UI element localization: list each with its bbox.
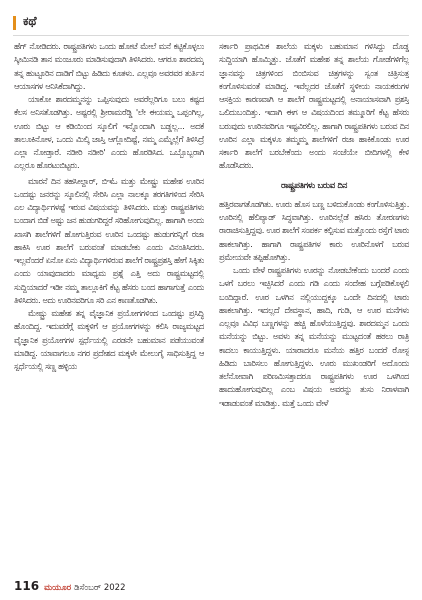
- paragraph: ಹೆಗ್ ನೋಡಿದರು. ರಾಷ್ಟ್ರಪತಿಗಳು ಒಂದು ಹೋಟೆ ಮೇಲೆ ಮನೆ ಕಟ್ಟಿಕೊಳ್ಳಲು ಸ್ಕೀಮಿನಡಿ ತಾನ ಮಂಜೂರು ಮಾಡಿಸುವುದಾಗಿ ತಿಳಿಸಿದರು. ಆಗರೂ ಶಾರದಮ್ಮ ತನ್ನ ಹುಟ್ಟೂರಿನ ದಾಡಿಗೆ ಬಿಟ್ಟು ಹಿಡಿದು ಕೂತಳು. ಎಲ್ಲವೂ ಅವರವರ ತುರ್ತಿನ ಆಯಾಸಗಳ ಆನಿಸಿಕೆದಾಗಿದ್ದು.: [14, 41, 204, 91]
- right-column: [219, 40, 409, 572]
- section-header: [13, 13, 409, 35]
- left-column: [14, 40, 204, 572]
- paragraph: ಮಾರನೆ ದಿನ ತಹಸೀಲ್ದಾರ್, ಬಿಇಓ ಮತ್ತು ಮೇಷ್ಟ್ರು ಮಹೇಶ ಊರಿನ ಒಂದಷ್ಟು ಜನರನ್ನು ಸ್ಕೂಲಿನಲ್ಲಿ ಸೇರಿಸಿ ಎಲ್ಲಾ ನಾಲಕ್ಕೂ ತರಗತಿಗಳಿಂದ ಸೇರಿಸಿ ಎಲ ವಿದ್ಯಾರ್ಥಿಗಳಷ್ಟೆ ಇರುವ ವಿಷಯವನ್ನು ತಿಳಿಸಿದರು. ಮತ್ತು ರಾಷ್ಟ್ರಪತಿಗಳು ಬಂದಾಗ ಬಿಡೆ ಅಷ್ಟು ಜನ ಹುಡುಗರಿದ್ದರೆ ಸರಿಹೋಗುವುದಿಲ್ಲ. ಹಾಗಾಗಿ ಅಂದು ಖಾಸಗಿ ಶಾಲೆಗಳಿಗೆ ಹೋಗುತ್ತಿರುವ ಊರಿನ ಒಂದಷ್ಟು ಹುಡುಗರನ್ನಿಗೆ ರಜಾ ಹಾಕಿಸಿ ಊರ ಶಾಲೆಗೆ ಬರುವಂತೆ ಮಾಡಬೇಕು ಎಂದು ವಿನಂತಿಸಿದರು. ಇಲ್ಲವೆಂದರೆ ಏನೋ ಏನು ವಿದ್ಯಾರ್ಥಿಗಳಿರುವ ಶಾಲೆಗೆ ರಾಷ್ಟ್ರಪ್ರಶಸ್ತಿ ಹೇಗೆ ಸಿಕ್ಕಿತು ಎಂದು ಯಾವುದಾದರು ಮಾಧ್ಯಮ ಪ್ರಶ್ನೆ ಎತ್ತಿ ಅದು ರಾಷ್ಟ್ರಮಟ್ಟದಲ್ಲಿ ಸುದ್ದಿಯಾದರೆ ಇಡೀ ನಮ್ಮ ತಾಲ್ಲೂಕಿಗೆ ಕೆಟ್ಟ ಹೆಸರು ಬಂದ ಹಾಗಾಗುತ್ತೆ ಎಂದು ತಿಳಿಸಿದರು. ಅದು ಊರಿನವರಿಗೂ ಸರಿ ಎನ ಕಾಣತೊಡಗಿತು.: [14, 175, 204, 305]
- paragraph: ಯಾಕೋ ಶಾರದಮ್ಮನನ್ನು ಒಪ್ಪಿಸುವುದು ಅವರೆಲ್ಲರಿಗೂ ಬಲು ಕಷ್ಟದ ಕೆಲಸ ಅನಿಸತೊಡಗಿತ್ತು. ಅಷ್ಟರಲ್ಲಿ ಶ್ರೀರಾಮರೆಡ್ಡಿ 'ಲೇ ಈಯಮ್ಮ ಒಪ್ಪಂಗಿಲ್ಲ, ಊರು ಬಿಟ್ಟು ಆ ಕಡಿಯಿಂದ ಸ್ಕೂಲಿಗೆ ಇನ್ನೊಂದಾಗಿ ಬಡ್ಡಲ್ಲ... ಅದಕೆ ತಾಲೂಕಿನೋಳ, ಒಂದು ಮಿಲ್ಕಿ ಜಾಸ್ತಿ ಆಗ್ಲೋದಿಷ್ಟೆ, ನಮ್ಮ ಎಮ್ಮೆಲ್ಲೆಗೆ ತಿಳಿಸಿದ್ರೆ ಎಲ್ಲಾ ನೋಡ್ತಾರೆ. ನಡೀರಿ ನಡೀರಿ' ಎಂದು ಹೊರಡಿಸಿದ. ಒಬ್ಬೊಬ್ಬರಾಗಿ ಎಲ್ಲರೂ ಹೊರಟುಬಿಟ್ಟರು.: [14, 94, 204, 171]
- section-title: ಕಥೆ: [23, 14, 37, 28]
- subheading: ರಾಷ್ಟ್ರಪತಿಗಳು ಬರುವ ದಿನ: [280, 180, 347, 191]
- paragraph: ಹತ್ತಿರವಾಗತೊಡಗಿತು. ಊರು ಹೊಸ ಬಣ್ಣ ಬಳಿದುಕೊಂಡು ಕಂಗೊಳಿಸುತ್ತಿತ್ತು. ಊರಿನಲ್ಲಿ ಹೆಲಿಪ್ಯಾಡ್ ಸಿದ್ಧವಾಗಿತ್ತು. ಊರಿನಲ್ಲೆಡೆ ಹಸಿರು ತೋರಣಗಳು ರಾರಾಜಿಸುತ್ತಿದ್ದವು. ಊರ ಶಾಲೆಗೆ ಸಂಪರ್ಕ ಕಲ್ಪಿಸುವ ಮತ್ತೊಂದು ರಸ್ತೆಗೆ ಟಾರು ಹಾಕಲಾಗಿತ್ತು. ಹಾಗಾಗಿ ರಾಷ್ಟ್ರಪತಿಗಳ ಕಾರು ಊರಿನೊಳಗೆ ಬರುವ ಪ್ರಮೇಯವೇ ತಪ್ಪಿಹೋಗಿತ್ತು.: [219, 198, 409, 262]
- paragraph: ಮೇಷ್ಟ್ರು ಮಹೇಶ ತನ್ನ ವೈಜ್ಞಾನಿಕ ಪ್ರಯೋಗಗಳಿಂದ ಒಂದಷ್ಟು ಪ್ರಸಿದ್ಧಿ ಹೊಂದಿದ್ದ. ಇದುವರೆಗ್ಗೆ ಮಕ್ಕಳಿಗೆ ಆ ಪ್ರಯೋಗಗಳನ್ನು ಕಲಿಸಿ ರಾಜ್ಯಮಟ್ಟದ ವೈಜ್ಞಾನಿಕ ಪ್ರಯೋಗಗಳ ಸ್ಪರ್ಧೆಯಲ್ಲಿ ಎರಡನೇ ಬಹುಮಾನ ಪಡೆಯುವಂತೆ ಮಾಡಿದ್ದ. ಯಾವಾಗಲೂ ನಗರ ಪ್ರದೇಶದ ಮಕ್ಕಳೇ ಮೇಲುಗೈ ಸಾಧಿಸುತ್ತಿದ್ದ ಆ ಸ್ಪರ್ಧೆಯಲ್ಲಿ ಸಣ್ಣ ಹಳ್ಳಿಯ: [14, 308, 204, 371]
- section-accent-bar: [13, 16, 16, 30]
- paragraph: ಒಂದು ವೇಳೆ ರಾಷ್ಟ್ರಪತಿಗಳು ಊರನ್ನು ನೋಡಬೇಕೆಂದು ಬಂದರೆ ಎಂದು ಒಳಗೆ ಬರಲು ಇಚ್ಛಿಸಿದರೆ ಎಂದು ಗಡಿ ಎಂದು ಸಂದೇಹ ಬಗ್ಗೆಪಡಿಕೊಳ್ಳಲಿ ಬಂದಿದ್ದಾರೆ. ಊರ ಒಳಗಿನ ನಲ್ಲಿಯುದ್ದಕ್ಕೂ ಒಂದೇ ದಿನದಲ್ಲಿ ಟಾರು ಹಾಕಲಾಗಿತ್ತು. ಇದಲ್ಲದೆ ದೇವಸ್ಥಾನ, ಹಾದಿ, ಗುಡಿ, ಆ ಊರ ಮನೆಗಳು ಎಲ್ಲವೂ ವಿವಿಧ ಬಣ್ಣಗಳನ್ನು ಹಚ್ಚಿ ಹೊಳೆಯುತ್ತಿದ್ದವು. ಶಾರದಮ್ಮನ ಒಂದು ಮನೆಯನ್ನು ಬಿಟ್ಟು. ಅವಳು ತನ್ನ ಮನೆಯನ್ನು ಮುಟ್ಟದಂತೆ ಹಠಲು ರಾತ್ರಿ ಕಾದಲು ಕಾಯುತ್ತಿದ್ದಳು. ಯಾರಾದರೂ ಮನೆಯ ಹತ್ತಿರ ಬಂದರೆ ರೋಸ್ಟ ಹಿಡಿದು ಬಾರಿಸಲು ಹೋಗುತ್ತಿದ್ದಳು. ಊರು ಮುಖಂಡರಿಗೆ ಅದೊಂದು ತಲೆನೋವಾಗಿ ಪರಿಣಮಿಸತ್ತಾದರೂ ರಾಷ್ಟ್ರಪತಿಗಳು ಊರ ಒಳಗಿಂದ ಹಾದುಹೋಗುವುದಿಲ್ಲ ಎಂಬ ವಿಷಯ ಅವರನ್ನು ತುಸು ನಿರಾಳವಾಗಿ ಇಡಾಡುವಂತೆ ಮಾಡಿತ್ತು. ಮತ್ತೆ ಒಂದು ವೇಳೆ: [219, 265, 409, 408]
- page-number: 116: [14, 579, 40, 593]
- issue-date: ಡಿಸೆಂಬರ್ 2022: [74, 583, 126, 593]
- magazine-logo: ಮಯೂರ: [44, 583, 72, 593]
- page-footer: [14, 579, 126, 593]
- header-divider: [13, 35, 409, 36]
- paragraph: ಸರ್ಕಾರಿ ಪ್ರಾಥಮಿಕ ಶಾಲೆಯ ಮಕ್ಕಳು ಬಹುಮಾನ ಗಳಿಸಿದ್ದು ದೊಡ್ಡ ಸುದ್ದಿಯಾಗಿ ಹೊಮ್ಮಿತ್ತು. ಜೊತೆಗೆ ಮಹೇಶ ತನ್ನ ಶಾಲೆಯ ಗೋಡೆಗಳಿಗೆಲ್ಲ ಜ್ಞಾನವನ್ನು ಚಿತ್ರಗಳಿಂದ ಬಿಂಬಿಸುವ ಚಿತ್ರಗಳನ್ನು ಸ್ವಂತ ಚಿತ್ರಿಸುತ್ತ ಕಂಗೊಳಿಸುವಂತೆ ಮಾಡಿದ್ದ. ಇವೆಲ್ಲದರ ಜೊತೆಗೆ ಸ್ಥಳೀಯ ನಾಯಕರುಗಳ ಆಸಕ್ತಿಯ ಕಾರಣವಾಗಿ ಆ ಶಾಲೆಗೆ ರಾಷ್ಟ್ರಮಟ್ಟದಲ್ಲಿ ಅನಾಯಾಸವಾಗಿ ಪ್ರಶಸ್ತಿ ಒಲಿದುಬಂದಿತ್ತು. ಇದಾಗಿ ಈಗ ಆ ವಿಷಯದಿಂದ ತಮ್ಮೂರಿಗೆ ಕೆಟ್ಟ ಹೆಸರು ಬರುವುದು ಊರಿನವರಿಗೂ ಇಷ್ಟವಿರಲಿಲ್ಲ. ಹಾಗಾಗಿ ರಾಷ್ಟ್ರಪತಿಗಳು ಬರುವ ದಿನ ಊರಿನ ಎಲ್ಲಾ ಮಕ್ಕಳೂ ತಮ್ಮಮ್ಮ ಶಾಲೆಗಳಿಗೆ ರಜಾ ಹಾಕಿಕೊಂಡು ಊರ ಸರ್ಕಾರಿ ಶಾಲೆಗೆ ಬರಬೇಕೆಂದು ಅಂದು ಸಂಜೆಯೇ ಬೀದಿಗಳಲ್ಲಿ ಕೇಳಿ ಹೊಡೆಸಿದರು.: [219, 41, 409, 171]
